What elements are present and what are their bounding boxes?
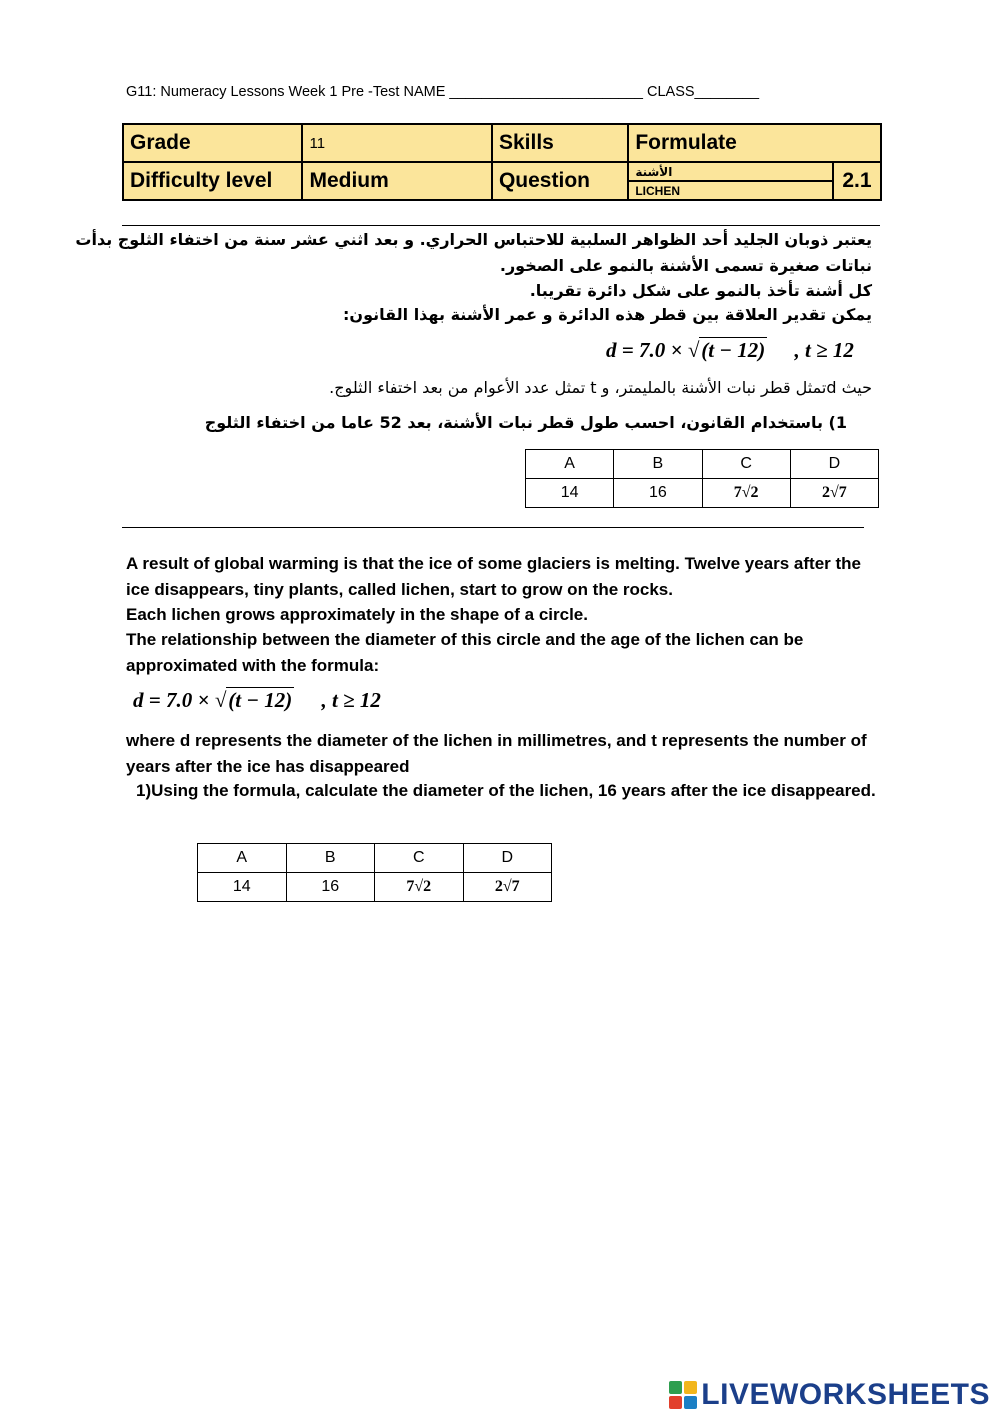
topic-english: LICHEN: [628, 181, 833, 200]
option-label-d: D: [790, 450, 878, 479]
arabic-formula: [606, 338, 854, 363]
formula-condition: , t ≥ 12: [794, 338, 854, 362]
skills-value: Formulate: [628, 124, 881, 162]
option-value-c[interactable]: 7√2: [702, 479, 790, 508]
option-label-c: C: [702, 450, 790, 479]
arabic-paragraph-2: نباتات صغيرة تسمى الأشنة بالنمو على الصخور.: [499, 256, 872, 275]
arabic-options-table: [525, 449, 879, 508]
question-number: 2.1: [833, 162, 881, 200]
option-label-b: B: [614, 450, 702, 479]
english-question: 1)Using the formula, calculate the diameter of the lichen, 16 years after the ice disappeared.: [136, 781, 876, 800]
question-label: Question: [492, 162, 628, 200]
option-label-a: A: [198, 844, 287, 873]
option-value-a[interactable]: 14: [526, 479, 614, 508]
english-paragraph-2: Each lichen grows approximately in the shape of a circle.: [126, 605, 588, 624]
logo-text: LIVEWORKSHEETS: [701, 1378, 990, 1411]
formula-lhs: d = 7.0 ×: [606, 338, 683, 362]
english-paragraph-3: The relationship between the diameter of this circle and the age of the lichen can be approximated with the formula:: [126, 630, 804, 675]
arabic-paragraph-1: يعتبر ذوبان الجليد أحد الظواهر السلبية للاحتباس الحراري. و بعد اثني عشر سنة من اختفاء الثلوج بدأت: [75, 230, 872, 249]
arabic-question: 1) باستخدام القانون، احسب طول قطر نبات الأشنة، بعد 52 عاما من اختفاء الثلوج: [204, 413, 847, 432]
english-options-table: [197, 843, 552, 902]
difficulty-label: Difficulty level: [123, 162, 302, 200]
formula-condition: , t ≥ 12: [321, 688, 381, 712]
option-value-c[interactable]: 7√2: [375, 873, 464, 902]
sqrt-icon: √: [687, 338, 700, 362]
option-label-b: B: [286, 844, 375, 873]
option-label-d: D: [463, 844, 552, 873]
sqrt-icon: √: [214, 688, 227, 712]
english-where: where d represents the diameter of the lichen in millimetres, and t represents the number of years after the ice has disappeared: [126, 731, 867, 776]
topic-arabic: الأشنة: [628, 162, 833, 181]
option-value-b[interactable]: 16: [614, 479, 702, 508]
english-formula: [133, 688, 381, 713]
grade-label: Grade: [123, 124, 302, 162]
formula-lhs: d = 7.0 ×: [133, 688, 210, 712]
option-value-d[interactable]: 2√7: [790, 479, 878, 508]
option-label-a: A: [526, 450, 614, 479]
grade-value: 11: [302, 124, 492, 162]
info-table: [122, 123, 882, 201]
english-paragraph-1: A result of global warming is that the ice of some glaciers is melting. Twelve years after the ice disappears, tiny plants, called lichen, start to grow on the rocks.: [126, 554, 861, 599]
option-value-d[interactable]: 2√7: [463, 873, 552, 902]
arabic-paragraph-4: يمكن تقدير العلاقة بين قطر هذه الدائرة و عمر الأشنة بهذا القانون:: [343, 305, 872, 324]
option-value-b[interactable]: 16: [286, 873, 375, 902]
skills-label: Skills: [492, 124, 628, 162]
formula-radicand: (t − 12): [228, 688, 293, 712]
option-label-c: C: [375, 844, 464, 873]
arabic-where: حيث dتمثل قطر نبات الأشنة بالمليمتر، و t تمثل عدد الأعوام من بعد اختفاء الثلوج.: [329, 378, 872, 397]
difficulty-value: Medium: [302, 162, 492, 200]
arabic-paragraph-3: كل أشنة تأخذ بالنمو على شكل دائرة تقريبا.: [529, 281, 872, 300]
logo-mark-icon: [669, 1381, 697, 1409]
section-divider: [122, 527, 864, 528]
liveworksheets-logo[interactable]: [669, 1378, 990, 1412]
top-rule: [122, 225, 880, 226]
option-value-a[interactable]: 14: [198, 873, 287, 902]
worksheet-header: G11: Numeracy Lessons Week 1 Pre -Test NAME ________________________ CLASS________: [126, 84, 760, 100]
formula-radicand: (t − 12): [701, 338, 766, 362]
